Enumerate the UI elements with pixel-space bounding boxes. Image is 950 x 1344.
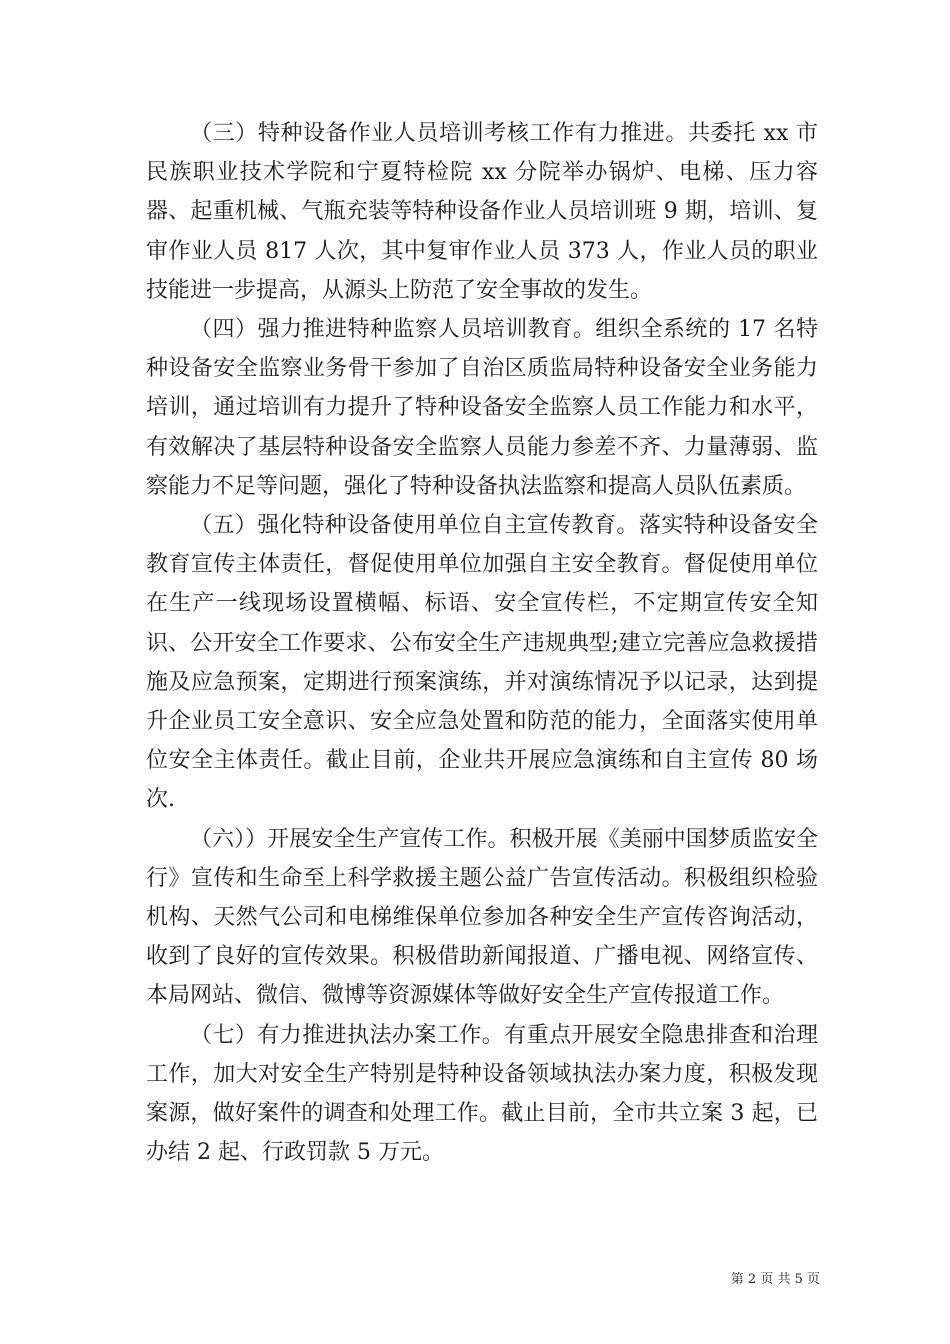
paragraph-section-7: （七）有力推进执法办案工作。有重点开展安全隐患排查和治理工作，加大对安全生产特别是特种设备领域执法办案力度，积极发现案源，做好案件的调查和处理工作。截止目前，全市共立案 3 起，已办结 2 起、行政罚款 5 万元。	[146, 1022, 818, 1166]
page-number-footer: 第 2 页 共 5 页	[730, 1272, 820, 1287]
paragraph-section-5: （五）强化特种设备使用单位自主宣传教育。落实特种设备安全教育宣传主体责任，督促使用单位加强自主安全教育。督促使用单位在生产一线现场设置横幅、标语、安全宣传栏，不定期宣传安全知识、公开安全工作要求、公布安全生产违规典型;建立完善应急救援措施及应急预案，定期进行预案演练，并对演练情况予以记录，达到提升企业员工安全意识、安全应急处置和防范的能力，全面落实使用单位安全主体责任。截止目前，企业共开展应急演练和自主宣传 80 场次.	[146, 513, 818, 813]
paragraph-section-6: （六））开展安全生产宣传工作。积极开展《美丽中国梦质监安全行》宣传和生命至上科学救援主题公益广告宣传活动。积极组织检验机构、天然气公司和电梯维保单位参加各种安全生产宣传咨询活动，收到了良好的宣传效果。积极借助新闻报道、广播电视、网络宣传、本局网站、微信、微博等资源媒体等做好安全生产宣传报道工作。	[146, 826, 818, 1009]
document-body	[146, 114, 818, 1172]
paragraph-section-4: （四）强力推进特种监察人员培训教育。组织全系统的 17 名特种设备安全监察业务骨干参加了自治区质监局特种设备安全业务能力培训，通过培训有力提升了特种设备安全监察人员工作能力和水平，有效解决了基层特种设备安全监察人员能力参差不齐、力量薄弱、监察能力不足等问题，强化了特种设备执法监察和提高人员队伍素质。	[146, 317, 818, 499]
paragraph-section-3: （三）特种设备作业人员培训考核工作有力推进。共委托 xx 市民族职业技术学院和宁夏特检院 xx 分院举办锅炉、电梯、压力容器、起重机械、气瓶充装等特种设备作业人员培训班 9 期，培训、复审作业人员 817 人次，其中复审作业人员 373 人，作业人员的职业技能进一步提高，从源头上防范了安全事故的发生。	[146, 121, 818, 303]
